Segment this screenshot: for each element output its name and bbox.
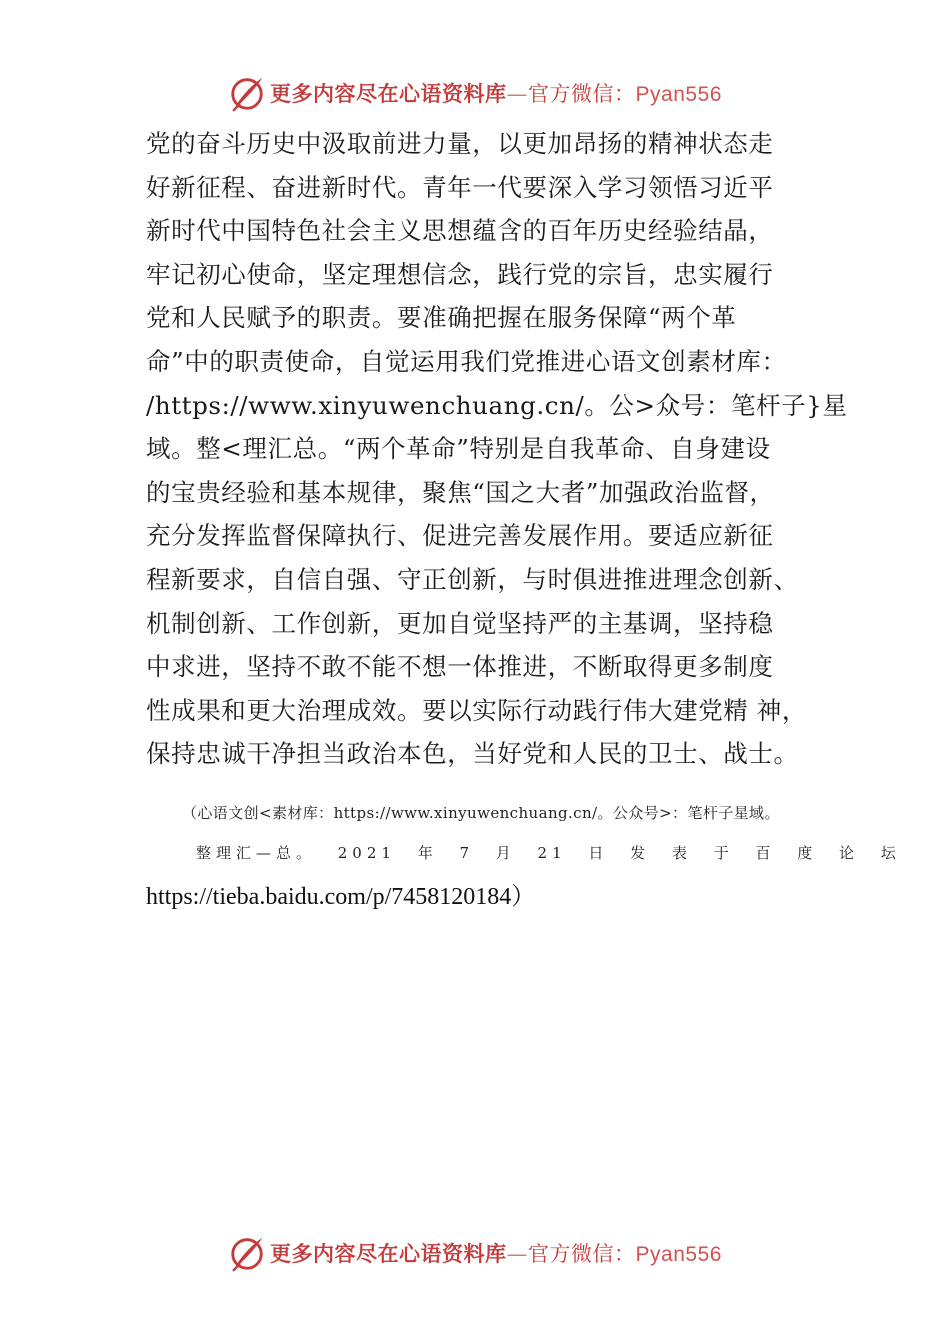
body-paragraph bbox=[146, 122, 848, 776]
body-line: 的宝贵经验和基本规律，聚焦“国之大者”加强政治监督， bbox=[146, 477, 775, 507]
banner-main: 更多内容尽在心语资料库 bbox=[270, 1242, 507, 1266]
banner-dash: — bbox=[506, 82, 529, 106]
quill-logo-icon bbox=[228, 74, 266, 112]
body-line: 中求进，坚持不敢不能不想一体推进，不断取得更多制度 bbox=[146, 652, 774, 682]
body-line: 党和人民赋予的职责。要准确把握在服务保障“两个革 bbox=[146, 303, 737, 333]
body-line: 程新要求，自信自强、守正创新，与时俱进推进理念创新、 bbox=[146, 564, 799, 594]
quill-logo-icon bbox=[228, 1234, 266, 1272]
banner-wechat-label: 官方微信： bbox=[528, 1242, 636, 1266]
body-line: 保持忠诚干净担当政治本色，当好党和人民的卫士、战士。 bbox=[146, 739, 799, 769]
banner-wechat-label: 官方微信： bbox=[528, 82, 636, 106]
body-line: 牢记初心使命，坚定理想信念，践行党的宗旨，忠实履行 bbox=[146, 259, 774, 289]
body-line: 命”中的职责使命，自觉运用我们党推进心语文创素材库： bbox=[146, 346, 787, 376]
body-line: 新时代中国特色社会主义思想蕴含的百年历史经验结晶， bbox=[146, 216, 774, 246]
body-line: 性成果和更大治理成效。要以实际行动践行伟大建党精 神， bbox=[146, 695, 807, 725]
banner-wechat-id: Pyan556 bbox=[635, 1243, 722, 1266]
source-note-text-1: （心语文创<素材库：https://www.xinyuwenchuang.cn/。公众号>：笔杆子星域。 bbox=[182, 804, 780, 822]
header-banner bbox=[0, 68, 950, 118]
source-note-line-2: 整理汇—总。 2021 年 7 月 21 日 发 表 于 百 度 论 坛 bbox=[196, 844, 901, 862]
banner-dash: — bbox=[506, 1242, 529, 1266]
banner-wechat-id: Pyan556 bbox=[635, 83, 722, 106]
body-line: 充分发挥监督保障执行、促进完善发展作用。要适应新征 bbox=[146, 521, 774, 551]
body-line: 党的奋斗历史中汲取前进力量，以更加昂扬的精神状态走 bbox=[146, 129, 774, 158]
body-line: 域。整<理汇总。“两个革命”特别是自我革命、自身建设 bbox=[146, 434, 771, 464]
source-note-line-1 bbox=[146, 802, 846, 823]
footer-banner bbox=[0, 1228, 950, 1278]
banner-text bbox=[270, 78, 722, 108]
body-line: /https://www.xinyuwenchuang.cn/。公>众号：笔杆子}星 bbox=[146, 390, 848, 420]
body-line: 好新征程、奋进新时代。青年一代要深入学习领悟习近平 bbox=[146, 172, 774, 202]
source-link[interactable]: https://tieba.baidu.com/p/7458120184） bbox=[146, 884, 536, 910]
body-line: 机制创新、工作创新，更加自觉坚持严的主基调，坚持稳 bbox=[146, 608, 774, 638]
banner-text bbox=[270, 1238, 722, 1268]
banner-main: 更多内容尽在心语资料库 bbox=[270, 82, 507, 106]
